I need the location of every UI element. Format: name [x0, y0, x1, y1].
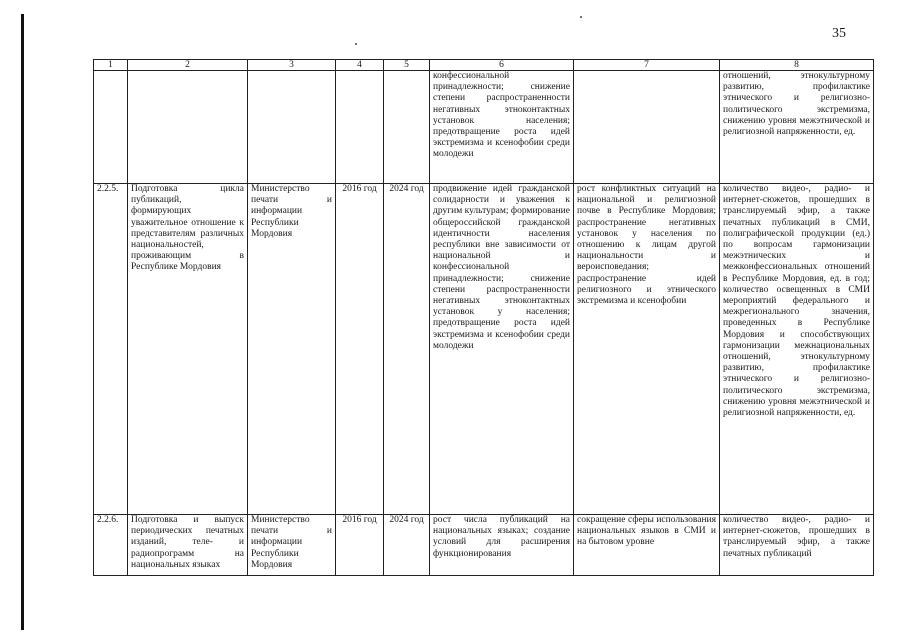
- scan-edge-line: [21, 14, 24, 630]
- col-header: 2: [128, 60, 248, 71]
- header-row: [94, 60, 874, 71]
- risks: сокращение сферы использования национальных языков в СМИ и на бытовом уровне: [574, 515, 720, 576]
- expected-results: конфессиональной принадлежности; снижение степени распространенности негативных этноконтактных установок населения; предотвращение роста идей экстремизма и ксенофобии среди молодежи: [430, 71, 574, 184]
- executor: [248, 71, 336, 184]
- measure-title: Подготовка и выпуск периодических печатных изданий, теле- и радиопрограмм на национальных языках: [128, 515, 248, 576]
- program-table: [93, 59, 874, 576]
- col-header: 4: [336, 60, 384, 71]
- page-number: 35: [832, 26, 846, 41]
- table-row: [94, 515, 874, 576]
- expected-results: рост числа публикаций на национальных языках; создание условий для расширения функционирования: [430, 515, 574, 576]
- start-year: 2016 год: [336, 184, 384, 515]
- indicators: отношений, этнокультурному развитию, профилактике этнического и религиозно-политического экстремизма, снижению уровня межэтнической и религиозной напряженности, ед.: [720, 71, 874, 184]
- col-header: 3: [248, 60, 336, 71]
- risks: [574, 71, 720, 184]
- row-number: [94, 71, 128, 184]
- col-header: 8: [720, 60, 874, 71]
- row-number: 2.2.6.: [94, 515, 128, 576]
- row-number: 2.2.5.: [94, 184, 128, 515]
- start-year: 2016 год: [336, 515, 384, 576]
- measure-title: Подготовка цикла публикаций, формирующих уважительное отношение к представителям различных национальностей, проживающим в Республике Мордовия: [128, 184, 248, 515]
- scan-speck: [355, 43, 357, 45]
- scan-speck: [580, 16, 582, 18]
- indicators: количество видео-, радио- и интернет-сюжетов, прошедших в транслируемый эфир, а также печатных публикаций в СМИ, полиграфической продукции (ед.) по вопросам гармонизации межэтнических и межконфессиональных отношений в Республике Мордовия, ед. в год; количество освещенных в СМИ мероприятий федерального и межрегионального значения, проведенных в Республике Мордовия и способствующих гармонизации межнациональных отношений, этнокультурному развитию, профилактике этнического и религиозно-политического экстремизма, снижению уровня межэтнической и религиозной напряженности, ед.: [720, 184, 874, 515]
- measure-title: [128, 71, 248, 184]
- col-header: 6: [430, 60, 574, 71]
- start-year: [336, 71, 384, 184]
- col-header: 7: [574, 60, 720, 71]
- end-year: [384, 71, 430, 184]
- executor: Министерство печати и информации Республики Мордовия: [248, 515, 336, 576]
- end-year: 2024 год: [384, 184, 430, 515]
- executor: Министерство печати и информации Республики Мордовия: [248, 184, 336, 515]
- table-row: [94, 184, 874, 515]
- col-header: 5: [384, 60, 430, 71]
- expected-results: продвижение идей гражданской солидарности и уважения к другим культурам; формирование общероссийской гражданской идентичности населения республики вне зависимости от национальной и конфессиональной принадлежности; снижение степени распространенности негативных этноконтактных установок у населения; предотвращение роста идей экстремизма и ксенофобии среди молодежи: [430, 184, 574, 515]
- indicators: количество видео-, радио- и интернет-сюжетов, прошедших в транслируемый эфир, а также печатных публикаций: [720, 515, 874, 576]
- risks: рост конфликтных ситуаций на национальной и религиозной почве в Республике Мордовия; распространение негативных установок у населения по отношению к лицам другой национальности и вероисповедания; распространение идей религиозного и этнического экстремизма и ксенофобии: [574, 184, 720, 515]
- end-year: 2024 год: [384, 515, 430, 576]
- table-row: [94, 71, 874, 184]
- col-header: 1: [94, 60, 128, 71]
